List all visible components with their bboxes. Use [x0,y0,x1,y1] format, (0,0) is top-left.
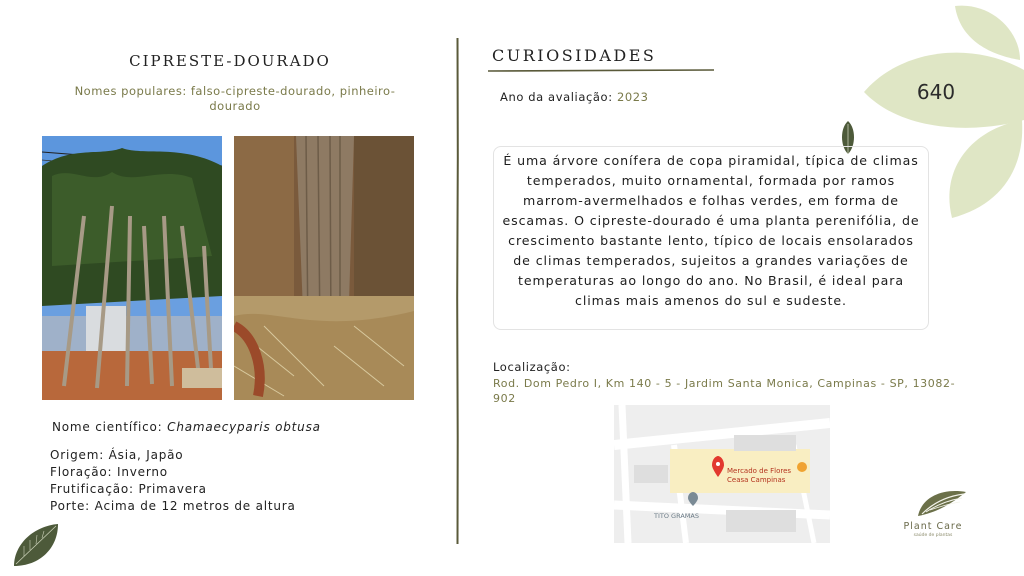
tree-row-photo [42,136,222,400]
scientific-name: Chamaecyparis obtusa [167,420,321,434]
badge-number: 640 [916,80,956,104]
plant-care-logo [914,486,970,520]
fact-size: Porte: Acima de 12 metros de altura [50,499,296,513]
curiosities-title: CURIOSIDADES [492,46,657,65]
fact-fruiting: Frutificação: Primavera [50,482,207,496]
popular-names: Nomes populares: falso-cipreste-dourado, pinheiro-dourado [74,84,396,113]
column-divider [456,38,459,544]
fact-flowering: Floração: Inverno [50,465,168,479]
evaluation-year [500,90,649,104]
map-poi-label: TITO GRAMAS [654,512,699,520]
plant-facts [50,447,296,515]
tree-trunk-photo [234,136,414,400]
fact-origin: Origem: Ásia, Japão [50,448,184,462]
location-address: Rod. Dom Pedro I, Km 140 - 5 - Jardim Santa Monica, Campinas - SP, 13082-902 [493,377,956,405]
logo-tagline: saúde de plantas [913,533,953,538]
year-value: 2023 [616,90,649,104]
title-underline [488,68,714,74]
leaf-icon [10,520,62,570]
food-icon [797,462,807,472]
scientific-label: Nome científico: [52,420,163,434]
location-label: Localização: [493,360,571,374]
year-label: Ano da avaliação: [500,90,613,104]
curiosities-text: É uma árvore conífera de copa piramidal, típica de climas temperados, muito ornamental, formada por ramos marrom-avermelhados e folhas verdes, em forma de escamas. O cipreste-dourado é uma planta perenifólia, de crescimento bastante lento, típico de locais ensolarados de climas temperados, sujeitos a grandes variações de temperaturas ao longo do ano. No Brasil, é ideal para climas mais amenos do sul e sudeste. [493,146,929,330]
map-place-line2: Ceasa Campinas [727,476,786,484]
location-map[interactable] [614,405,830,543]
scientific-name-line [52,420,321,434]
plant-title: CIPRESTE-DOURADO [129,52,331,70]
logo-name: Plant Care [903,521,963,532]
map-place-line1: Mercado de Flores [727,467,792,475]
